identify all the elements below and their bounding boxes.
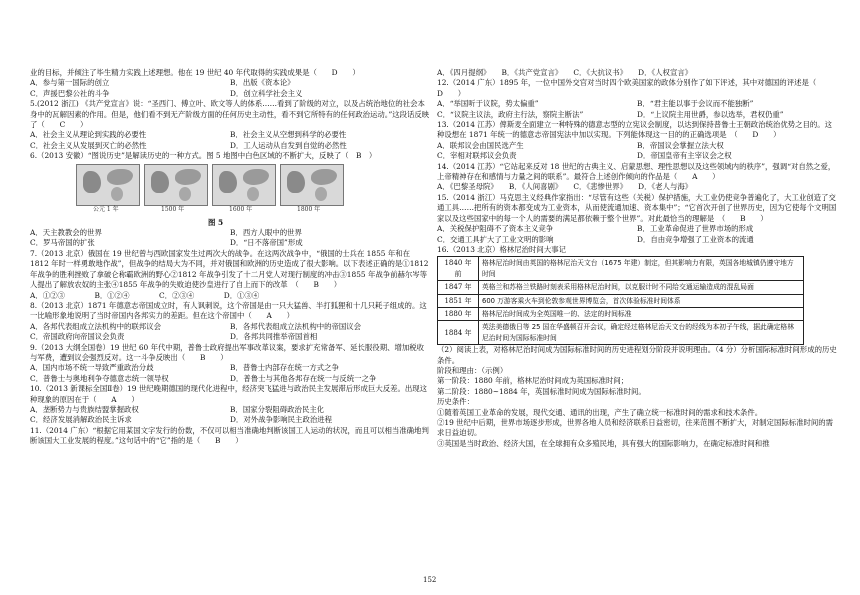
q15-option-b: B．工业革命促进了世界市场的形成 (637, 224, 754, 234)
greenwich-time-table (437, 256, 804, 345)
q9-option-b: B．普鲁士内部存在统一方式之争 (230, 363, 339, 373)
left-column (30, 68, 430, 447)
q10-stem: 10.（2013 新课标全国Ⅱ卷）19 世纪晚期德国的现代化进程中，经济突飞猛进与政治民主发展滞后形成巨大反差。出现这种现象的原因在于（ A ） (30, 384, 428, 404)
q6-option-a: A．天主教教会的世界 (30, 228, 102, 238)
answer-stage-1: 第一阶段：1880 年前，格林尼治时间成为英国标准时间； (437, 376, 629, 386)
q9-stem: 9.（2013 大纲全国卷）19 世纪 60 年代中期，普鲁士政府提出军事改革议案，要求扩充常备军、延长服役期、增加税收与军费，遭到议会强烈反对。这一斗争反映出（ B ） (30, 342, 425, 362)
q5-option-b: B．社会主义从空想到科学的必要性 (230, 130, 347, 140)
q7-options: A．①②③ B．①②④ C．②③④ D．①③④ (30, 290, 260, 300)
table-row (438, 281, 804, 294)
q10-option-a: A．垄断势力与贵族结盟掌握政权 (30, 404, 139, 414)
q5-stem: 5.(2012 浙江) 《共产党宣言》说：“圣西门、傅立叶、欧文等人的体系……看到了阶级的对立，以及占统治地位的社会本身中的瓦解因素的作用。但是，他们看不到无产阶级方面的任何历史主动性，看不到它所特有的任何政治运动。”这段话反映了（ C ） (30, 99, 430, 130)
q8-options (30, 322, 430, 343)
q16-title: 16.（2013 北京）格林尼治时间大事记 (437, 244, 566, 254)
q14-stem: 14.（2014 江苏）“它站起来反对 18 世纪的古典主义、启蒙思想、理性思想以及这些领域内的秩序”，强调“对自然之爱，上帝精神存在和感情与力量之间的联系”。最符合上述创作倾向的作品是（ A ） (437, 161, 836, 182)
q12-option-d: D．“上议院主用世爵，参以选举，君权仍重” (637, 109, 784, 119)
q4-options (30, 78, 430, 99)
q5-option-d: D．工人运动从自发到自觉的必然性 (230, 140, 347, 150)
q13-stem: 13.（2014 江苏）俾斯麦全面建立一种特殊的德意志型的立宪议会制度，以达到保持普鲁士王朝政治统治优势之目的。这种设想在 1871 年统一的德意志帝国宪法中加以实现。下列能体现这一目的的正确选项是 （ D ） (437, 120, 833, 140)
map-year-1 (76, 164, 140, 214)
q8-option-d: D．各邦共同推举帝国首相 (230, 332, 318, 342)
q9-option-a: A．国内市场不统一导致严重政治分歧 (30, 363, 154, 373)
q15-options (437, 224, 837, 245)
table-event: 英格兰和苏格兰铁路时刻表采用格林尼治时间，以克服计时不同给交通运输造成的混乱局面 (479, 281, 804, 294)
q6-option-d: D．“日不落帝国”形成 (230, 238, 303, 248)
q6-option-c: C．罗马帝国的扩张 (30, 238, 95, 248)
q15-stem: 15.（2014 浙江）马克思主义经典作家指出：“尽管有这些（关税）保护措施，大工业仍使竞争普遍化了，大工业创造了交通工具……把所有的资本都变成为工业资本，从而使流通加速、资本集中”；“它首次开创了世界历史，因为它使每个文明国家以及这些国家中的每一个人的需要的满足都依赖于整个世界”。对此最恰当的理解是 （ B ） (437, 192, 837, 223)
q4-option-a: A．参与第一国际的创立 (30, 78, 110, 88)
q10-option-c: C．经济发展消解政治民主诉求 (30, 415, 132, 425)
page-number: 152 (423, 576, 437, 584)
q11-stem: 11.（2014 广东）“根据它用某国文字发行的份数，不仅可以相当准确地判断该国工人运动的状况，而且可以相当准确地判断该国大工业发展的程度。”这句话中的“它”指的是（ B ） (30, 425, 429, 446)
table-year: 1847 年 (438, 281, 479, 294)
table-row (438, 257, 804, 281)
q6-stem: 6.（2013 安徽）“图说历史”是解读历史的一种方式。图 5 地图中白色区域的不断扩大，反映了（ B ） (30, 151, 377, 161)
table-event: 英法美德俄日等 25 国在华盛顿召开会议，确定经过格林尼治天文台的经线为本初子午线，据此确定格林尼治时间为国际标准时间 (479, 321, 804, 345)
map-label: 1600 年 (229, 206, 253, 214)
right-column (437, 68, 837, 449)
q4-stem-tail: 业的目标，并倾注了毕生精力实践上述理想。他在 19 世纪 40 年代取得的实践成果是（ D ） (30, 68, 360, 77)
q4-option-b: B．出版《资本论》 (230, 78, 295, 88)
map-label: 1500 年 (161, 206, 185, 214)
q4-option-d: D．创立科学社会主义 (230, 88, 303, 98)
q13-option-a: A．联邦议会由国民选产生 (437, 140, 524, 150)
answer-stage-2: 第二阶段：1880~1884 年，英国标准时间成为国际标准时间。 (437, 386, 646, 396)
table-row (438, 294, 804, 307)
q12-options (437, 99, 837, 120)
q8-stem: 8.（2013 北京）1871 年德意志帝国成立时，有人讽刺说，这个帝国是由一只大猛兽、半打狐狸和十几只耗子组成的。这一比喻形象地说明了当时帝国内各邦实力的差距。但在这个帝国中（ A ） (30, 300, 427, 321)
q15-option-d: D．自由竞争增强了工业资本的流通 (637, 234, 754, 244)
q5-option-c: C．社会主义从发展到灭亡的必然性 (30, 140, 147, 150)
q10-option-b: B．国家分裂阻碍政治民主化 (230, 404, 325, 414)
answer-heading: 阶段和理由：（示例） (437, 365, 508, 375)
q13-options (437, 141, 837, 162)
table-year: 1840 年前 (438, 257, 479, 281)
q4-option-c: C．声援巴黎公社的斗争 (30, 88, 110, 98)
figure-5-maps (76, 164, 430, 214)
q8-option-c: C．帝国政府向帝国议会负责 (30, 332, 125, 342)
table-year: 1880 年 (438, 307, 479, 320)
map-year-1500 (144, 164, 208, 214)
q10-options (30, 405, 430, 426)
q15-option-c: C．交通工具扩大了工业文明的影响 (437, 234, 554, 244)
map-year-1800 (280, 164, 344, 214)
condition-2: ②19 世纪中后期，世界市场逐步形成，世界各地人员和经济联系日益密切，往来范围不断扩大，对制定国际标准时间的需求日益迫切。 (437, 418, 834, 438)
q13-option-d: D．帝国皇帝有主宰议会之权 (637, 151, 732, 161)
q7-stem: 7.（2013 北京）俄国在 19 世纪曾与西欧国家发生过两次大的战争。在这两次战争中，“俄国的士兵在 1855 年和在 1812 年时一样勇敢地作战”，但战争的结局大为不同，并对俄国和欧洲的历史造成了很大影响。以下表述正确的是①1812 年战争的胜利挫败了拿破仑称霸欧洲的野心②1812 年战争引发了十二月党人对现行制度的冲击③1855 年战争前赫尔岑等人提出了解放农奴的主张④1855 年战争的失败迫使沙皇进行了自上而下的改革 （ B ） (30, 248, 429, 290)
q9-option-c: C．普鲁士与奥地利争夺德意志统一领导权 (30, 373, 169, 383)
q5-options (30, 130, 430, 151)
table-event: 格林尼治时间成为全英国唯一的、法定的时间标准 (479, 307, 804, 320)
q8-option-a: A．各邦代表组成立法机构中的联邦议会 (30, 321, 161, 331)
q12-option-c: C．“议院主议法，政府主行法，察院主断法” (437, 109, 584, 119)
map-label: 公元 1 年 (93, 206, 119, 214)
q13-option-b: B．帝国议会掌握立法大权 (637, 140, 724, 150)
map-year-1600 (212, 164, 276, 214)
q16-part2-stem: （2）阅读上表，对格林尼治时间成为国际标准时间的历史进程划分阶段并说明理由。（4 分）分析国际标准时间形成的历史条件。 (437, 345, 837, 365)
q8-option-b: B．各邦代表组成立法机构中的帝国议会 (230, 321, 362, 331)
q14-options: A．《巴黎圣母院》 B．《人间喜剧》 C．《悲惨世界》 D．《老人与海》 (437, 182, 693, 192)
table-event: 格林尼治时间由英国的格林尼治天文台（1675 年建）制定，但其影响力有限，英国各地城镇仍遵守地方时间 (479, 257, 804, 281)
q13-option-c: C．宰相对联邦议会负责 (437, 151, 517, 161)
q9-options (30, 363, 430, 384)
q5-option-a: A．社会主义从理论到实践的必要性 (30, 130, 147, 140)
condition-3: ③英国是当时政治、经济大国，在全球拥有众多殖民地，具有强大的国际影响力，在确定标准时间和推 (437, 438, 770, 448)
conditions-heading: 历史条件： (437, 397, 474, 407)
q6-options (30, 228, 430, 249)
table-row (438, 321, 804, 345)
q12-option-b: B．“君主能以事于会议而不能独断” (637, 99, 754, 109)
table-year: 1851 年 (438, 294, 479, 307)
q12-stem: 12.（2014 广东）1895 年，一位中国外交官对当时四个欧美国家的政体分别作了如下评述，其中对德国的评述是（ D ） (437, 78, 832, 98)
q6-option-b: B．西方人眼中的世界 (230, 228, 302, 238)
table-row (438, 307, 804, 320)
q9-option-d: D．普鲁士与其他各邦存在统一与反统一之争 (230, 373, 377, 383)
condition-1: ①随着英国工业革命的发展，现代交通、通讯的出现，产生了确立统一标准时间的需求和技术条件。 (437, 407, 763, 417)
map-label: 1800 年 (297, 206, 321, 214)
q15-option-a: A．关税保护阻碍不了资本主义竞争 (437, 224, 554, 234)
q10-option-d: D．对外战争影响民主政治进程 (230, 415, 333, 425)
table-event: 600 万游客乘火车到伦敦参观世界博览会，首次体验标准时间体系 (479, 294, 804, 307)
q11-options: A．《四月提纲》 B．《共产党宣言》 C．《大抗议书》 D．《人权宣言》 (437, 68, 693, 77)
table-year: 1884 年 (438, 321, 479, 345)
figure-caption: 图 5 (208, 217, 224, 227)
q12-option-a: A．“举国听于议院，势太偏重” (437, 99, 539, 109)
